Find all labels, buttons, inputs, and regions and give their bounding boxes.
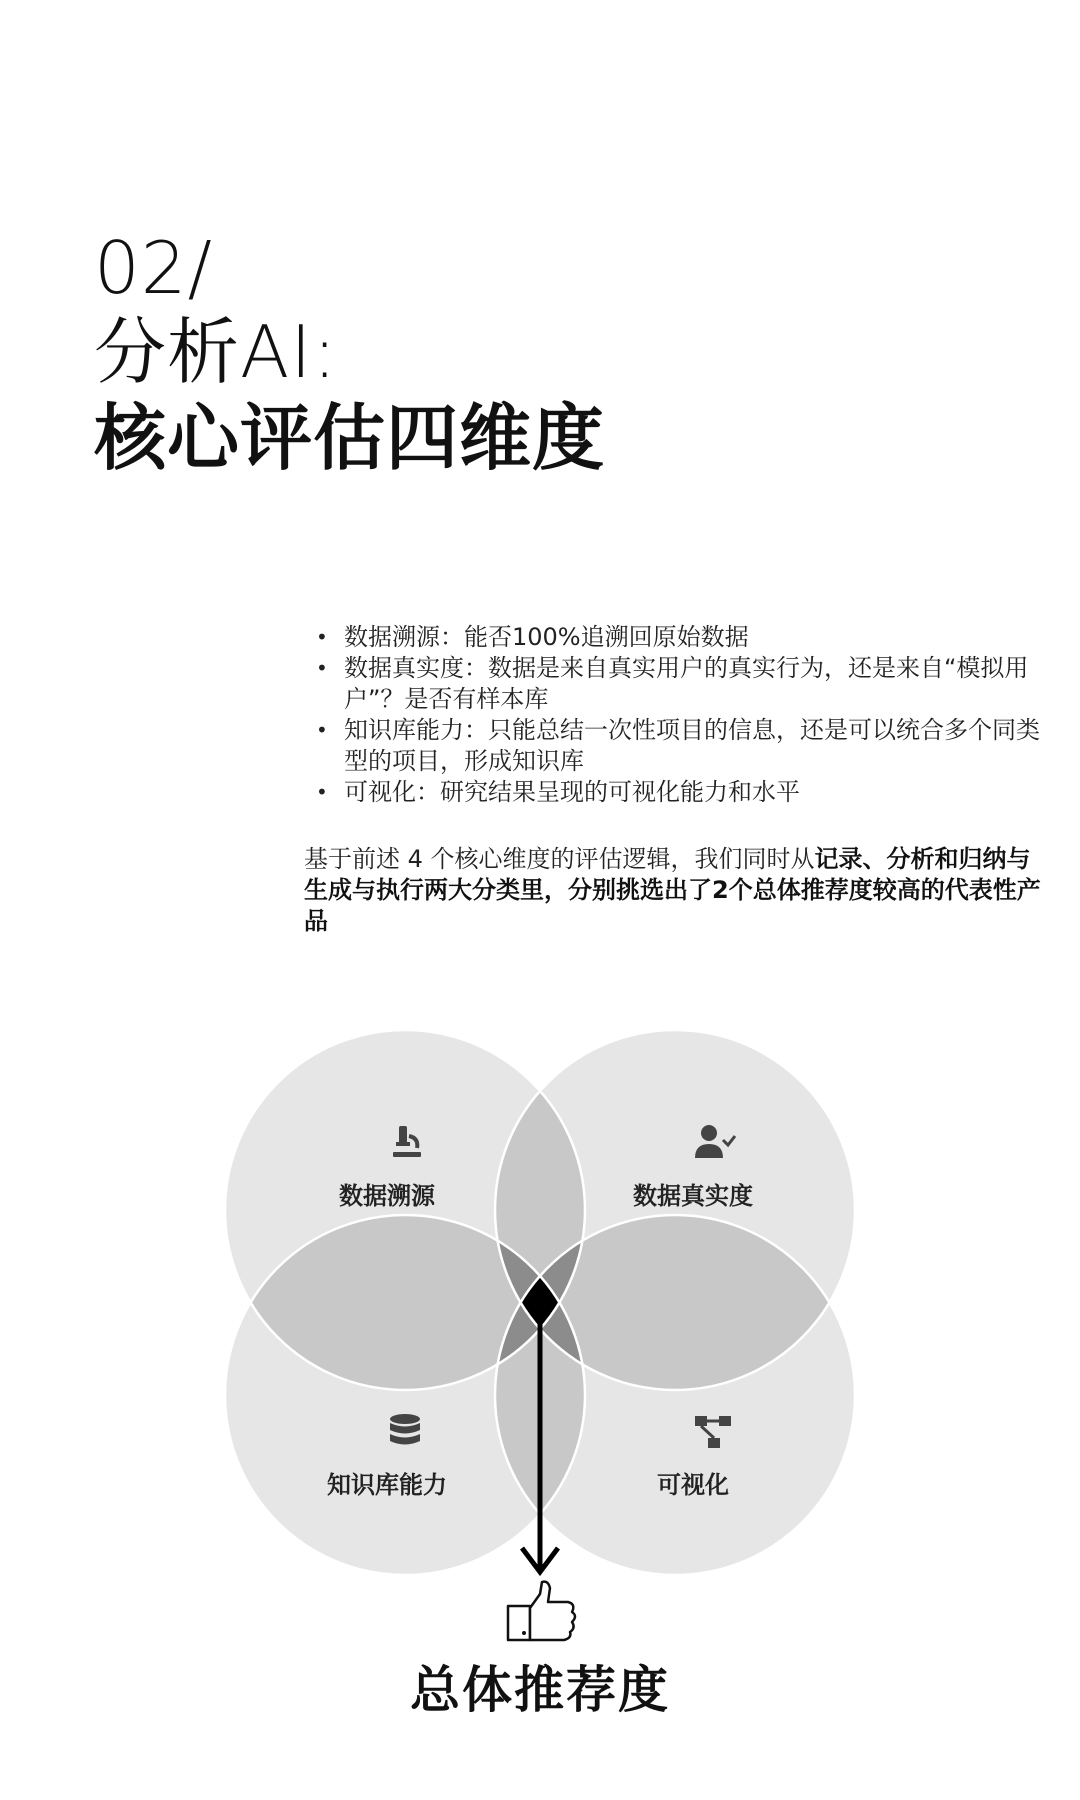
page-title: 核心评估四维度 [94,396,606,480]
thumbs-up-icon [508,1582,575,1640]
section-subtitle: 分析AI: [94,310,338,394]
result-label: 总体推荐度 [410,1661,670,1719]
circle-label-visualization: 可视化 [657,1471,729,1499]
summary-text: 基于前述 4 个核心维度的评估逻辑，我们同时从 [304,845,815,873]
list-item: • 数据溯源：能否100%追溯回原始数据 [312,622,1052,653]
title-block [94,226,606,480]
criteria-list [312,622,1052,808]
list-item: • 数据真实度：数据是来自真实用户的真实行为，还是来自“模拟用户”？是否有样本库 [312,653,1052,715]
circle-label-knowledge-base: 知识库能力 [327,1471,447,1499]
circle-label-data-authenticity: 数据真实度 [633,1182,753,1210]
list-item: • 知识库能力：只能总结一次性项目的信息，还是可以统合多个同类型的项目，形成知识库 [312,715,1052,777]
summary-paragraph [304,844,1044,937]
summary-highlight: 记录、分析和归纳与生成与执行两大分类里，分别挑选出了2个总体推荐度较高的代表性产品 [304,845,1041,935]
list-item: • 可视化：研究结果呈现的可视化能力和水平 [312,777,1052,808]
circle-label-data-tracing: 数据溯源 [339,1182,435,1210]
section-number: 02/ [94,226,213,310]
venn-diagram [0,1000,1080,1800]
